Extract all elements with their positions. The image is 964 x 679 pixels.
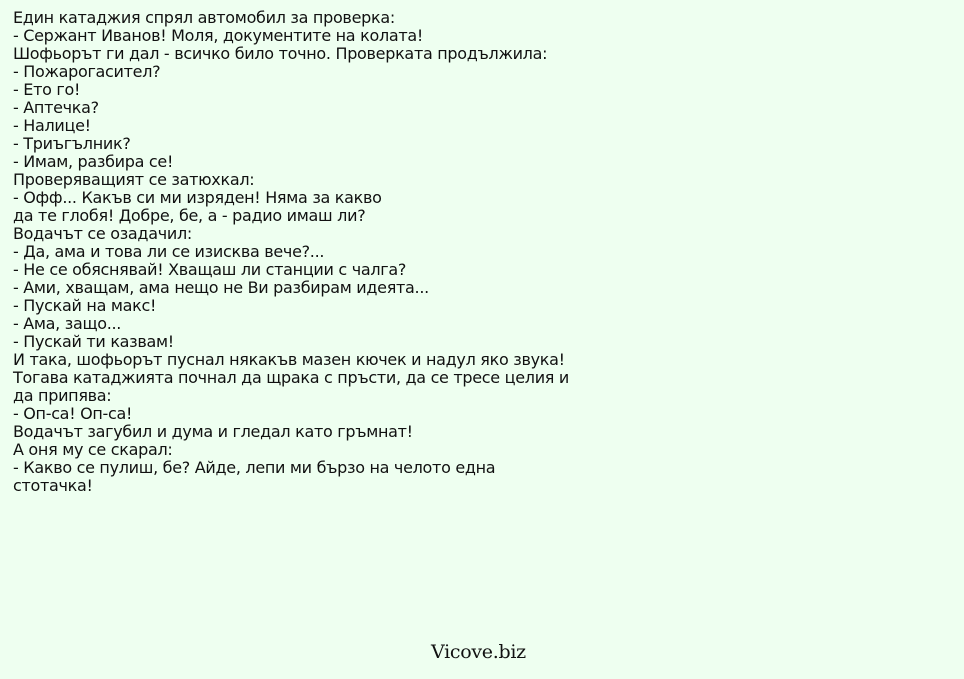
joke-line: стотачка! [13,476,93,495]
joke-line: - Офф... Какъв си ми изряден! Няма за какво [13,188,382,207]
joke-line: - Триъгълник? [13,134,131,153]
joke-line: Проверяващият се затюхкал: [13,170,255,189]
joke-line: - Не се обяснявай! Хващаш ли станции с чалга? [13,260,407,279]
joke-line: - Аптечка? [13,98,99,117]
joke-line: - Пускай на макс! [13,296,157,315]
joke-line: - Ама, защо... [13,314,122,333]
joke-line: да припява: [13,386,112,405]
joke-line: - Пожарогасител? [13,62,161,81]
joke-text [13,9,953,495]
joke-line: Един катаджия спрял автомобил за проверка: [13,8,395,27]
site-watermark: Vicove.biz [431,641,526,663]
joke-line: - Оп-са! Оп-са! [13,404,133,423]
joke-line: - Имам, разбира се! [13,152,174,171]
joke-line: - Ами, хващам, ама нещо не Ви разбирам идеята... [13,278,429,297]
joke-line: - Пускай ти казвам! [13,332,174,351]
joke-line: А оня му се скарал: [13,440,173,459]
joke-line: - Налице! [13,116,91,135]
joke-line: Шофьорът ги дал - всичко било точно. Проверката продължила: [13,44,548,63]
joke-line: - Сержант Иванов! Моля, документите на колата! [13,26,424,45]
joke-line: И така, шофьорът пуснал някакъв мазен кючек и надул яко звука! [13,350,565,369]
joke-line: Водачът загубил и дума и гледал като гръмнат! [13,422,413,441]
joke-line: да те глобя! Добре, бе, а - радио имаш ли? [13,206,366,225]
joke-line: Тогава катаджията почнал да щрака с пръсти, да се тресе целия и [13,368,570,387]
joke-line: Водачът се озадачил: [13,224,192,243]
joke-line: - Ето го! [13,80,81,99]
joke-line: - Какво се пулиш, бе? Айде, лепи ми бързо на челото една [13,458,496,477]
joke-line: - Да, ама и това ли се изисква вече?... [13,242,325,261]
